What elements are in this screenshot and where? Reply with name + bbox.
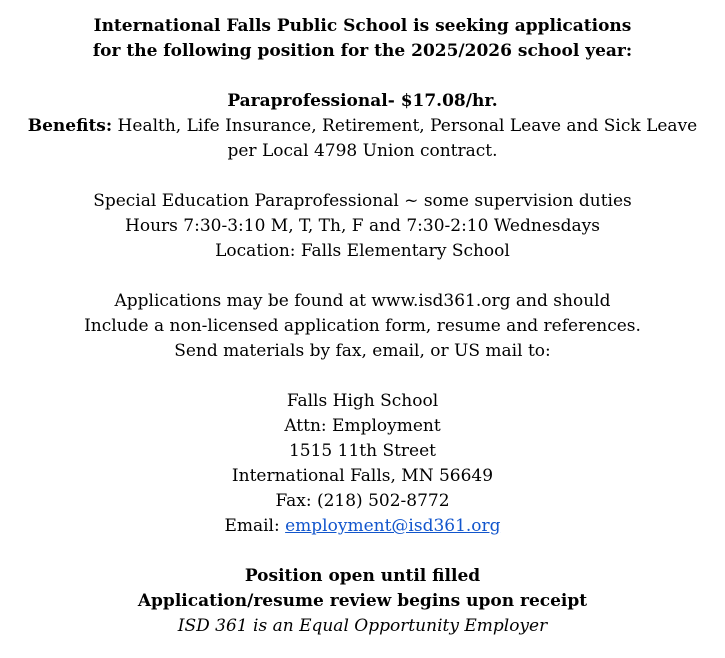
benefits-label: Benefits:: [27, 116, 113, 136]
application-section: [0, 289, 725, 364]
address-section: [0, 389, 725, 539]
hours: Hours 7:30-3:10 M, T, Th, F and 7:30-2:10 Wednesdays: [125, 216, 600, 236]
spacer: [0, 64, 725, 89]
spacer: [0, 364, 725, 389]
email-line: [0, 514, 725, 539]
fax: Fax: (218) 502-8772: [275, 491, 450, 511]
spacer: [0, 539, 725, 564]
street: 1515 11th Street: [288, 441, 437, 461]
email-link[interactable]: employment@isd361.org: [285, 516, 501, 536]
benefits-line-2: per Local 4798 Union contract.: [227, 141, 498, 161]
benefits-line: [0, 114, 725, 139]
benefits-text: Health, Life Insurance, Retirement, Personal Leave and Sick Leave: [112, 116, 698, 136]
spacer: [0, 264, 725, 289]
footer-section: [0, 564, 725, 639]
header-line-1: International Falls Public School is seeking applications: [93, 16, 632, 36]
attn: Attn: Employment: [284, 416, 441, 436]
position-section: [0, 89, 725, 164]
header: [0, 14, 725, 64]
application-line-1: Applications may be found at www.isd361.org and should: [114, 291, 611, 311]
school-name: Falls High School: [286, 391, 439, 411]
position-title: Paraprofessional- $17.08/hr.: [227, 91, 498, 111]
eoe-statement: ISD 361 is an Equal Opportunity Employer: [177, 616, 548, 636]
location: Location: Falls Elementary School: [215, 241, 510, 261]
application-line-2: Include a non-licensed application form, resume and references.: [84, 316, 641, 336]
spacer: [0, 164, 725, 189]
email-label: Email:: [224, 516, 286, 536]
role-description: Special Education Paraprofessional ~ some supervision duties: [93, 191, 632, 211]
details-section: [0, 189, 725, 264]
position-open: Position open until filled: [244, 566, 481, 586]
application-line-3: Send materials by fax, email, or US mail to:: [174, 341, 551, 361]
city-state-zip: International Falls, MN 56649: [231, 466, 494, 486]
review-note: Application/resume review begins upon receipt: [137, 591, 588, 611]
header-line-2: for the following position for the 2025/2026 school year:: [92, 41, 633, 61]
